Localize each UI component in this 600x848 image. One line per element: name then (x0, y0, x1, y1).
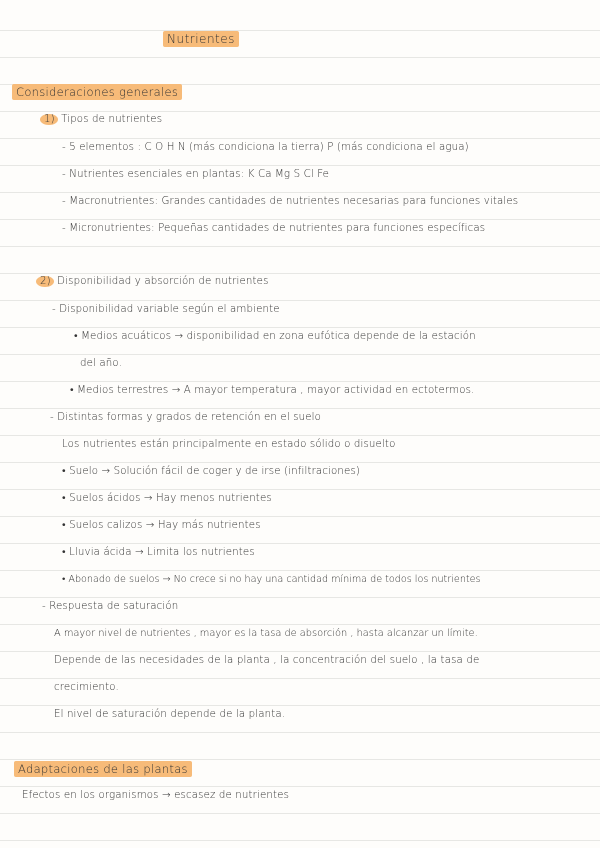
note-line: - Nutrientes esenciales en plantas: K Ca Mg S Cl Fe (62, 169, 330, 180)
subheading-tipos (40, 114, 162, 125)
note-line: • Lluvia ácida → Limita los nutrientes (62, 547, 255, 558)
note-line: Los nutrientes están principalmente en estado sólido o disuelto (62, 439, 396, 450)
subheading-text: Tipos de nutrientes (61, 114, 163, 125)
note-line: • Suelos ácidos → Hay menos nutrientes (62, 493, 272, 504)
note-line: • Medios acuáticos → disponibilidad en zona eufótica depende de la estación (74, 331, 476, 342)
note-line: • Suelos calizos → Hay más nutrientes (62, 520, 261, 531)
note-line: - Disponibilidad variable según el ambiente (52, 304, 280, 315)
note-line: - Macronutrientes: Grandes cantidades de nutrientes necesarias para funciones vitales (62, 196, 519, 207)
section-heading-adaptaciones: Adaptaciones de las plantas (14, 762, 192, 776)
note-line: - Distintas formas y grados de retención en el suelo (50, 412, 322, 423)
subheading-number: 2) (36, 276, 54, 287)
subheading-text: Disponibilidad y absorción de nutrientes (57, 276, 269, 287)
note-line: Depende de las necesidades de la planta , la concentración del suelo , la tasa de (54, 655, 480, 666)
note-line: • Medios terrestres → A mayor temperatura , mayor actividad en ectotermos. (70, 385, 475, 396)
note-line: Efectos en los organismos → escasez de nutrientes (22, 790, 290, 801)
subheading-disponibilidad (36, 276, 269, 287)
page-title: Nutrientes (163, 32, 239, 46)
note-line: del año. (80, 358, 122, 369)
note-line: - 5 elementos : C O H N (más condiciona la tierra) P (más condiciona el agua) (62, 142, 469, 153)
note-line: • Abonado de suelos → No crece si no hay una cantidad mínima de todos los nutrientes (62, 574, 481, 585)
note-line: • Suelo → Solución fácil de coger y de irse (infiltraciones) (62, 466, 361, 477)
section-heading-general: Consideraciones generales (12, 85, 182, 99)
note-line: El nivel de saturación depende de la planta. (54, 709, 286, 720)
note-line: A mayor nivel de nutrientes , mayor es la tasa de absorción , hasta alcanzar un límite. (54, 628, 478, 639)
subheading-number: 1) (40, 114, 58, 125)
note-line: crecimiento. (54, 682, 119, 693)
note-line: - Micronutrientes: Pequeñas cantidades de nutrientes para funciones específicas (62, 223, 486, 234)
note-line: - Respuesta de saturación (42, 601, 179, 612)
